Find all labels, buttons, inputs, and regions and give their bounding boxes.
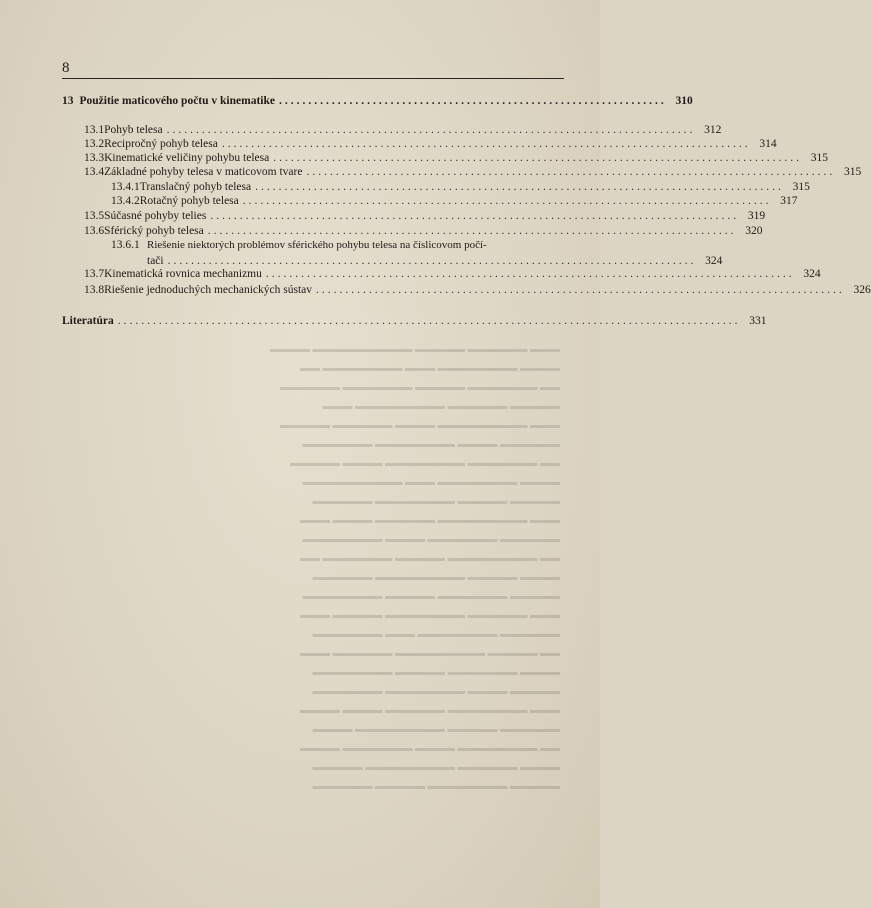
toc-page-number: 320 bbox=[745, 225, 763, 237]
toc-leader-dots: .......................................................................................... bbox=[255, 181, 784, 193]
toc-page-number: 314 bbox=[759, 138, 777, 150]
toc-section-title: Translačný pohyb telesa bbox=[139, 181, 252, 193]
toc-section-13-1[interactable] bbox=[84, 123, 722, 137]
toc-subsection-13-6-1[interactable] bbox=[111, 238, 723, 268]
toc-page-number: 324 bbox=[803, 268, 821, 280]
toc-leader-dots: .......................................................................................... bbox=[306, 166, 836, 178]
toc-chapter-13[interactable] bbox=[62, 94, 693, 108]
toc-page-number: 315 bbox=[792, 181, 810, 193]
toc-section-title: Základné pohyby telesa v maticovom tvare bbox=[104, 166, 303, 178]
toc-section-title-line1: Riešenie niektorých problémov sférického pohybu telesa na číslicovom počí- bbox=[147, 239, 487, 251]
toc-page-number: 331 bbox=[749, 315, 767, 327]
toc-section-13-3[interactable] bbox=[84, 151, 828, 165]
toc-page-number: 315 bbox=[810, 152, 828, 164]
toc-section-number: 13.4 bbox=[84, 166, 105, 178]
toc-page-number: 310 bbox=[675, 95, 693, 107]
toc-section-number: 13.5 bbox=[84, 210, 105, 222]
toc-chapter-number: 13 bbox=[62, 95, 74, 107]
toc-section-number: 13.7 bbox=[84, 268, 105, 280]
toc-chapter-title: Použitie maticového počtu v kinematike bbox=[79, 95, 275, 107]
toc-section-13-6[interactable] bbox=[84, 224, 763, 238]
toc-section-title: Riešenie jednoduchých mechanických sústav bbox=[104, 284, 313, 296]
toc-section-title: Rotačný pohyb telesa bbox=[139, 195, 239, 207]
toc-page-number: 319 bbox=[747, 210, 766, 222]
toc-section-number: 13.8 bbox=[84, 284, 105, 296]
toc-section-title-line2: tači bbox=[147, 255, 164, 267]
toc-leader-dots: .......................................................................................... bbox=[210, 210, 740, 222]
toc-section-number: 13.6.1 bbox=[111, 239, 140, 251]
toc-section-title: Sférický pohyb telesa bbox=[104, 225, 204, 237]
toc-leader-dots: .......................................................................................... bbox=[207, 225, 737, 237]
toc-section-13-4[interactable] bbox=[84, 165, 862, 179]
toc-section-13-8[interactable] bbox=[84, 283, 871, 297]
toc-page-number: 315 bbox=[843, 166, 862, 178]
toc-section-number: 13.1 bbox=[84, 124, 105, 136]
toc-literature[interactable] bbox=[62, 314, 767, 328]
toc-leader-dots: .......................................................................................... bbox=[221, 138, 751, 150]
toc-section-title: Kinematická rovnica mechanizmu bbox=[104, 268, 262, 280]
toc-section-13-7[interactable] bbox=[84, 267, 821, 281]
toc-subsection-13-4-1[interactable] bbox=[111, 180, 810, 194]
toc-page-number: 312 bbox=[704, 124, 722, 136]
toc-section-number: 13.2 bbox=[84, 138, 105, 150]
toc-section-title: Recipročný pohyb telesa bbox=[104, 138, 218, 150]
toc-section-number: 13.3 bbox=[84, 152, 105, 164]
toc-section-13-2[interactable] bbox=[84, 137, 777, 151]
toc-section-13-5[interactable] bbox=[84, 209, 766, 223]
toc-leader-dots: .......................................................................................... bbox=[242, 195, 772, 207]
toc-section-number: 13.6 bbox=[84, 225, 105, 237]
toc-leader-dots: .......................................................................................... bbox=[265, 268, 795, 280]
bleed-through-text: ▬▬▬ ▬▬▬▬▬▬ ▬▬▬▬▬ ▬▬▬▬▬▬▬▬▬▬ ▬▬▬▬ ▬▬▬▬ ▬▬▬▬▬▬▬▬ ▬▬▬ ▬▬▬▬▬▬▬▬ ▬▬ ▬▬ ▬▬▬▬▬▬▬ ▬▬▬▬▬ ▬▬▬▬▬▬▬ ▬▬▬▬▬▬ ▬▬▬▬▬ ▬▬▬▬▬▬ ▬▬▬▬▬▬▬▬▬ ▬▬▬ ▬▬▬ ▬▬▬▬▬▬▬▬▬ ▬▬▬▬ ▬▬▬▬▬▬ ▬▬▬▬▬ ▬▬▬▬▬▬ ▬▬▬▬ ▬▬▬▬▬▬▬▬ ▬▬▬▬▬▬▬ ▬▬ ▬▬▬▬▬▬▬ ▬▬▬▬▬▬▬▬ ▬▬▬▬ ▬▬▬▬▬ ▬▬▬▬ ▬▬▬▬▬▬▬▬ ▬▬▬ ▬▬▬▬▬▬▬▬▬▬ ▬▬▬▬▬ ▬▬▬▬▬ ▬▬▬▬▬▬▬▬ ▬▬▬▬▬▬ ▬▬▬ ▬▬▬▬▬▬▬▬▬ ▬▬▬▬▬▬ ▬▬▬▬ ▬▬▬ ▬▬▬▬▬▬ ▬▬▬▬▬▬▬ ▬▬▬▬ ▬▬▬▬▬▬▬▬ ▬▬ ▬▬▬▬▬▬▬▬▬ ▬▬▬▬▬ ▬▬▬▬▬▬▬ ▬▬ ▬▬▬▬ ▬▬▬▬▬ ▬▬▬▬▬▬▬▬▬ ▬▬▬▬▬▬ ▬▬▬▬▬ ▬▬▬▬▬▬▬ ▬▬▬▬▬ ▬▬▬▬▬▬▬▬ ▬▬▬ ▬▬▬▬▬▬ ▬▬▬▬▬▬▬▬ ▬▬▬▬▬ ▬▬▬ ▬▬▬▬▬▬ ▬▬▬▬▬▬▬▬ ▬▬▬ ▬▬▬▬▬▬▬ ▬▬ ▬▬▬▬▬ ▬▬▬▬▬▬▬▬▬ ▬▬▬▬▬▬ ▬▬▬ ▬▬▬▬ ▬▬▬▬▬▬▬ ▬▬▬▬▬ ▬▬▬▬▬▬▬▬ ▬▬▬▬▬ ▬▬▬▬ ▬▬▬▬▬▬▬▬ ▬▬▬▬▬▬▬ ▬▬▬ ▬▬▬▬▬▬▬▬ ▬▬▬▬▬▬ ▬▬▬▬ ▬▬▬▬ ▬▬▬▬▬▬ ▬▬▬▬▬ ▬▬▬▬▬▬▬▬▬ ▬▬▬▬ ▬▬ ▬▬▬▬▬▬▬▬ ▬▬▬▬ ▬▬▬▬▬▬▬ ▬▬▬▬ ▬▬▬▬ ▬▬▬▬▬▬ ▬▬▬▬▬▬▬▬▬ ▬▬▬▬▬ ▬▬▬▬▬ ▬▬▬▬▬▬▬▬ ▬▬▬▬▬ ▬▬▬▬▬▬ bbox=[270, 344, 560, 792]
toc-page-number: 326 bbox=[853, 284, 871, 296]
page-number: 8 bbox=[62, 60, 70, 76]
toc-literature-title: Literatúra bbox=[62, 315, 114, 327]
toc-leader-dots: .......................................................................................... bbox=[166, 124, 696, 136]
toc-leader-dots: .......................................................................................................... bbox=[117, 315, 741, 327]
toc-page-number: 324 bbox=[705, 255, 723, 267]
toc-section-number: 13.4.2 bbox=[111, 195, 140, 207]
toc-leader-dots: .......................................................................................... bbox=[167, 255, 697, 267]
toc-section-title: Súčasné pohyby telies bbox=[104, 210, 207, 222]
toc-leader-dots: .......................................................................................... bbox=[316, 284, 845, 296]
toc-section-number: 13.4.1 bbox=[111, 181, 140, 193]
toc-leader-dots: .......................................................................................... bbox=[273, 152, 802, 164]
toc-subsection-13-4-2[interactable] bbox=[111, 194, 798, 208]
toc-section-title: Pohyb telesa bbox=[104, 124, 163, 136]
toc-page-number: 317 bbox=[780, 195, 798, 207]
toc-leader-dots: .................................................................. bbox=[278, 95, 667, 107]
toc-section-title: Kinematické veličiny pohybu telesa bbox=[104, 152, 270, 164]
